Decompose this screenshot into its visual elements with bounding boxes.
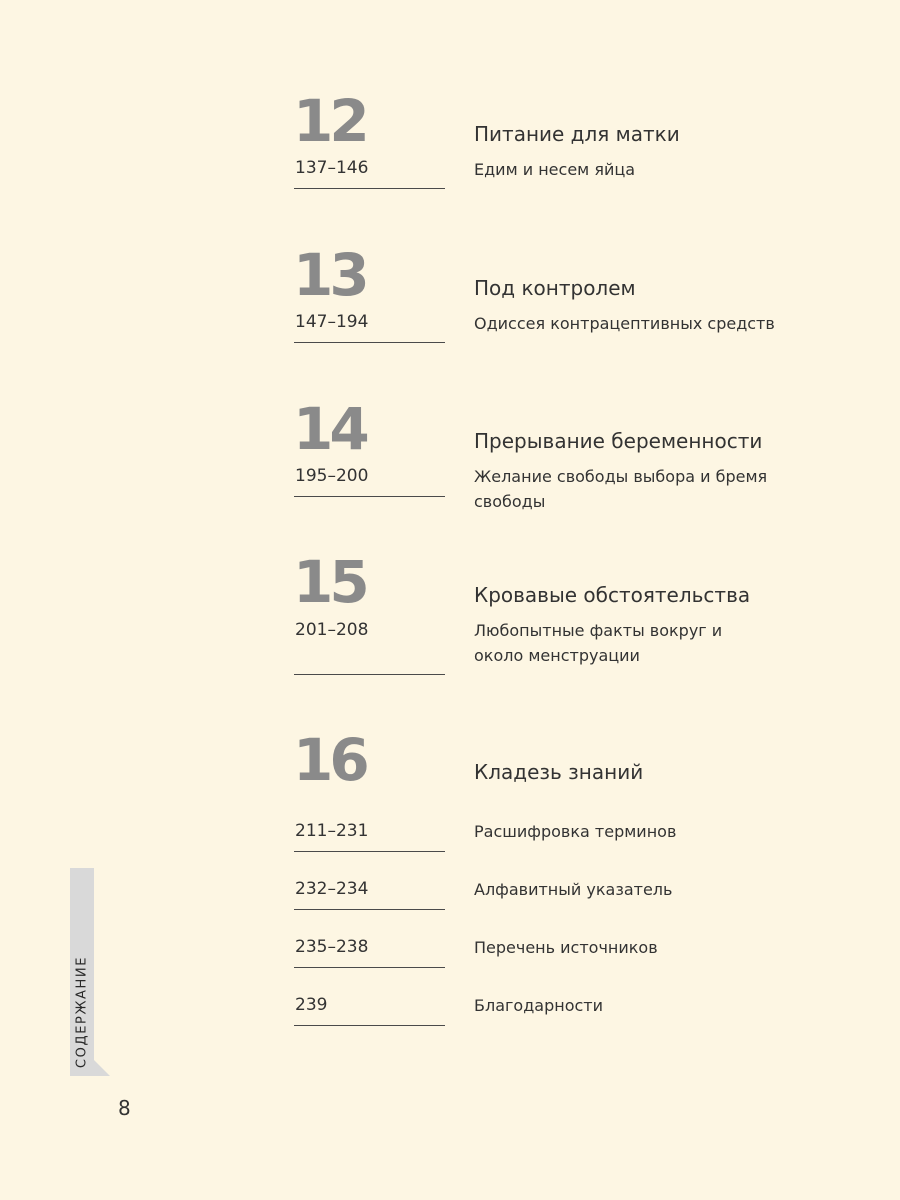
chapter-pages: 195–200 [295,466,369,486]
chapter-number: 13 [293,241,366,309]
chapter-subtitle: Одиссея контрацептивных средств [474,314,775,333]
chapter-title: Прерывание беременности [474,429,763,453]
chapter-title: Кровавые обстоятельства [474,583,751,607]
chapter-pages: 137–146 [295,158,369,178]
entry-pages: 235–238 [295,937,369,957]
chapter-number: 16 [293,726,366,794]
entry-pages: 211–231 [295,821,369,841]
chapter-subtitle: Едим и несем яйца [474,160,636,179]
chapter-number: 14 [293,395,366,463]
section-tab-notch [94,1060,110,1076]
divider-rule [294,496,445,497]
divider-rule [294,188,445,189]
chapter-subtitle: Желание свободы выбора и бремя свободы [474,467,768,511]
chapter-pages: 201–208 [295,620,369,640]
divider-rule [294,967,445,968]
divider-rule [294,342,445,343]
chapter-title: Кладезь знаний [474,760,644,784]
divider-rule [294,851,445,852]
entry-pages: 232–234 [295,879,369,899]
entry-title: Алфавитный указатель [474,880,673,899]
entry-title: Перечень источников [474,938,658,957]
chapter-number: 15 [293,548,366,616]
chapter-pages: 147–194 [295,312,369,332]
chapter-number: 12 [293,87,366,155]
page-number: 8 [118,1096,131,1120]
entry-title: Благодарности [474,996,603,1015]
chapter-title: Питание для матки [474,122,680,146]
chapter-subtitle: Любопытные факты вокруг и около менструации [474,621,723,665]
entry-pages: 239 [295,995,328,1015]
divider-rule [294,674,445,675]
entry-title: Расшифровка терминов [474,822,677,841]
chapter-title: Под контролем [474,276,636,300]
divider-rule [294,1025,445,1026]
divider-rule [294,909,445,910]
section-label: СОДЕРЖАНИЕ [74,955,90,1069]
